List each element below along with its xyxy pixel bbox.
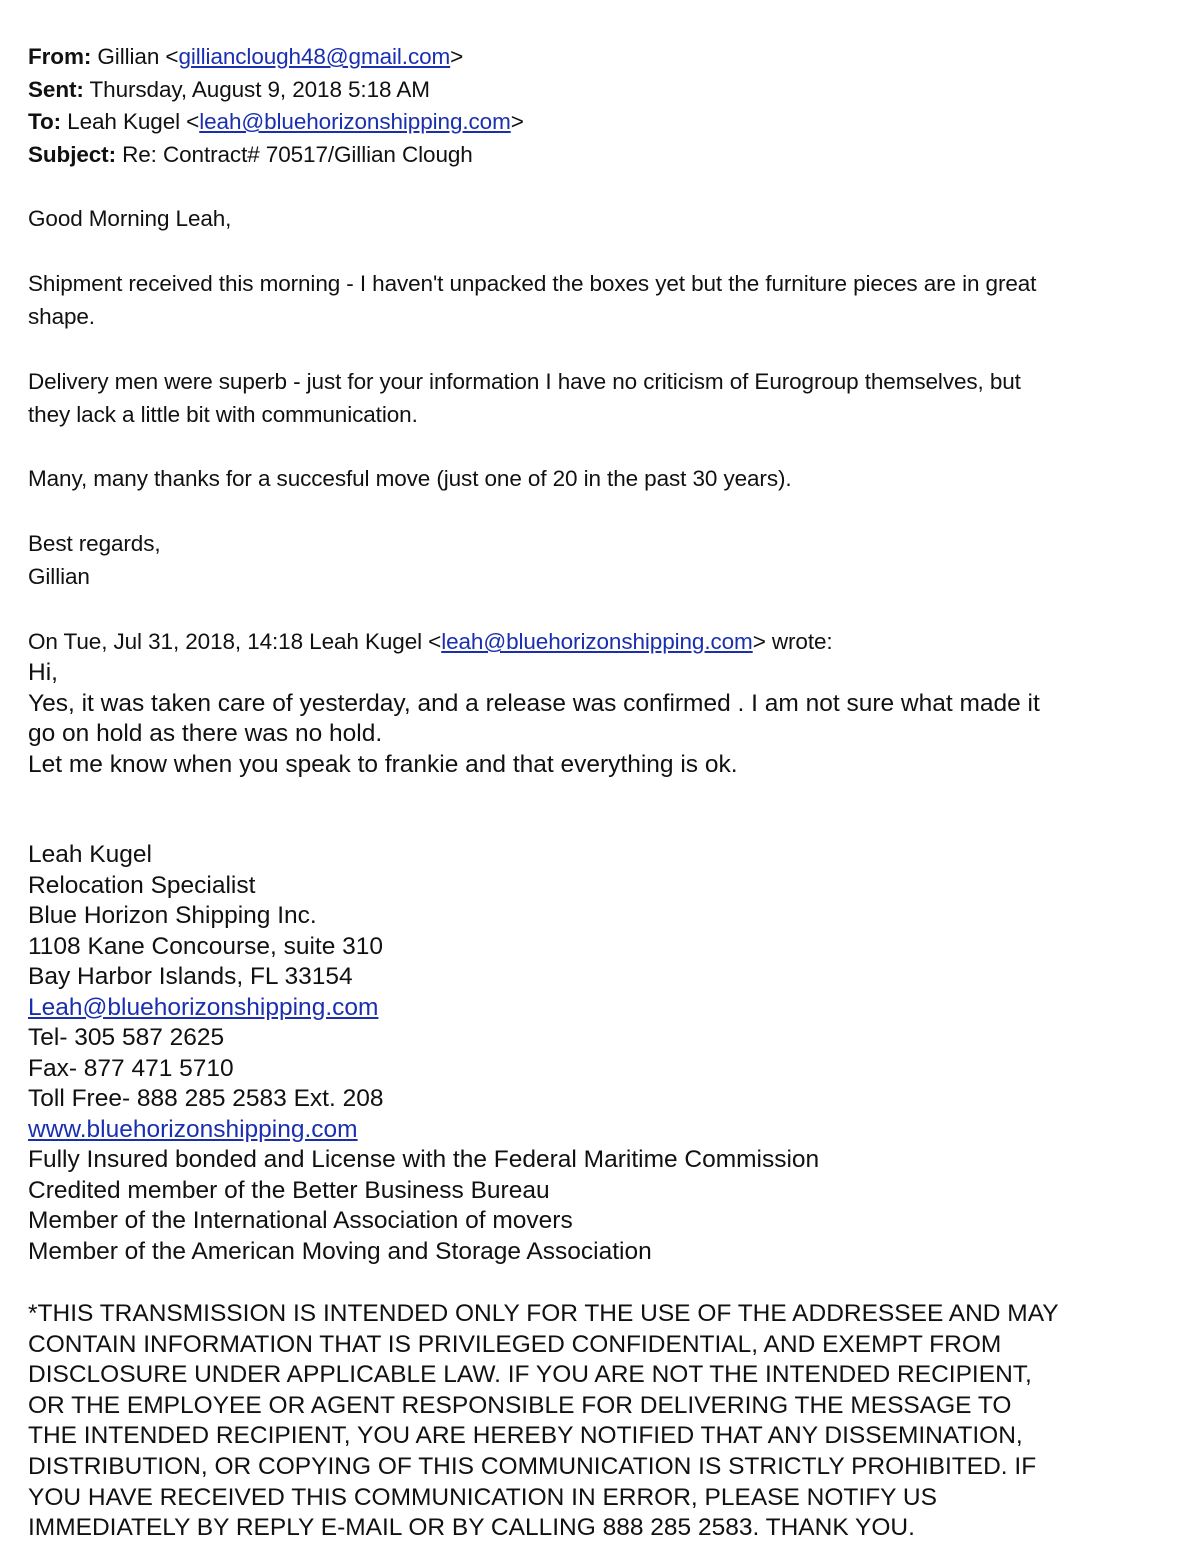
quote-intro: On Tue, Jul 31, 2018, 14:18 Leah Kugel <leah@bluehorizonshipping.com> wrote: bbox=[28, 629, 833, 654]
quote-line-3: Let me know when you speak to frankie and that everything is ok. bbox=[28, 750, 738, 778]
quote-hi: Hi, bbox=[28, 659, 58, 686]
to-name: Leah Kugel bbox=[67, 109, 181, 134]
sig-company: Blue Horizon Shipping Inc. bbox=[28, 902, 317, 929]
to-email-link[interactable]: leah@bluehorizonshipping.com bbox=[199, 109, 511, 134]
body-paragraph-1: Shipment received this morning - I haven't unpacked the boxes yet but the furniture pieces are in great shape. bbox=[28, 271, 1037, 329]
sig-credential-2: Credited member of the Better Business Bureau bbox=[28, 1176, 550, 1204]
sig-website-link[interactable]: www.bluehorizonshipping.com bbox=[28, 1115, 358, 1143]
from-line: From: Gillian <gillianclough48@gmail.com> bbox=[28, 44, 464, 69]
sig-credential-1: Fully Insured bonded and License with the Federal Maritime Commission bbox=[28, 1146, 820, 1173]
sig-email-link[interactable]: Leah@bluehorizonshipping.com bbox=[28, 993, 379, 1021]
quote-line-1: Yes, it was taken care of yesterday, and a release was confirmed . I am not sure what made it bbox=[28, 689, 1040, 717]
body-paragraph-2: Delivery men were superb - just for your information I have no criticism of Eurogroup themselves, but they lack a little bit with communication. bbox=[28, 369, 1021, 427]
sig-address-2: Bay Harbor Islands, FL 33154 bbox=[28, 963, 353, 990]
sig-address-1: 1108 Kane Concourse, suite 310 bbox=[28, 932, 384, 960]
sig-title: Relocation Specialist bbox=[28, 871, 256, 899]
from-name: Gillian bbox=[97, 44, 160, 69]
to-line: To: Leah Kugel <leah@bluehorizonshipping.com> bbox=[28, 109, 524, 134]
email-header bbox=[28, 41, 524, 171]
subject-label: Subject: bbox=[28, 141, 116, 167]
signature-name: Gillian bbox=[28, 563, 90, 589]
body-paragraph-3: Many, many thanks for a succesful move (just one of 20 in the past 30 years). bbox=[28, 466, 792, 491]
sig-credential-4: Member of the American Moving and Storage Association bbox=[28, 1237, 652, 1265]
subject-value: Re: Contract# 70517/Gillian Clough bbox=[122, 141, 473, 167]
quote-email-link[interactable]: leah@bluehorizonshipping.com bbox=[441, 629, 753, 654]
sig-toll-free: Toll Free- 888 285 2583 Ext. 208 bbox=[28, 1085, 384, 1112]
closing-text: Best regards, bbox=[28, 531, 161, 556]
from-email-link[interactable]: gillianclough48@gmail.com bbox=[178, 44, 451, 69]
confidentiality-disclaimer: *THIS TRANSMISSION IS INTENDED ONLY FOR THE USE OF THE ADDRESSEE AND MAY CONTAIN INFORMATION THAT IS PRIVILEGED CONFIDENTIAL, AND EXEMPT FROM DISCLOSURE UNDER APPLICABLE LAW. IF YOU ARE NOT THE INTENDED RECIPIENT, OR THE EMPLOYEE OR AGENT RESPONSIBLE FOR DELIVERING THE MESSAGE TO THE INTENDED RECIPIENT, YOU ARE HEREBY NOTIFIED THAT ANY DISSEMINATION, DISTRIBUTION, OR COPYING OF THIS COMMUNICATION IS STRICTLY PROHIBITED. IF YOU HAVE RECEIVED THIS COMMUNICATION IN ERROR, PLEASE NOTIFY US IMMEDIATELY BY REPLY E-MAIL OR BY CALLING 888 285 2583. THANK YOU. bbox=[28, 1300, 1059, 1542]
closing bbox=[28, 528, 1148, 593]
to-label: To: bbox=[28, 109, 62, 134]
subject-line bbox=[28, 139, 524, 172]
greeting: Good Morning Leah, bbox=[28, 206, 232, 231]
sender-signature bbox=[28, 840, 1158, 1267]
sent-label: Sent: bbox=[28, 76, 84, 102]
from-label: From: bbox=[28, 44, 92, 69]
quoted-message bbox=[28, 658, 1158, 780]
quote-line-2: go on hold as there was no hold. bbox=[28, 720, 383, 747]
sent-line bbox=[28, 74, 524, 107]
sent-value: Thursday, August 9, 2018 5:18 AM bbox=[89, 76, 430, 102]
sig-credential-3: Member of the International Association of movers bbox=[28, 1207, 573, 1234]
sig-name: Leah Kugel bbox=[28, 841, 152, 868]
sig-fax: Fax- 877 471 5710 bbox=[28, 1054, 234, 1082]
sig-tel: Tel- 305 587 2625 bbox=[28, 1024, 225, 1051]
